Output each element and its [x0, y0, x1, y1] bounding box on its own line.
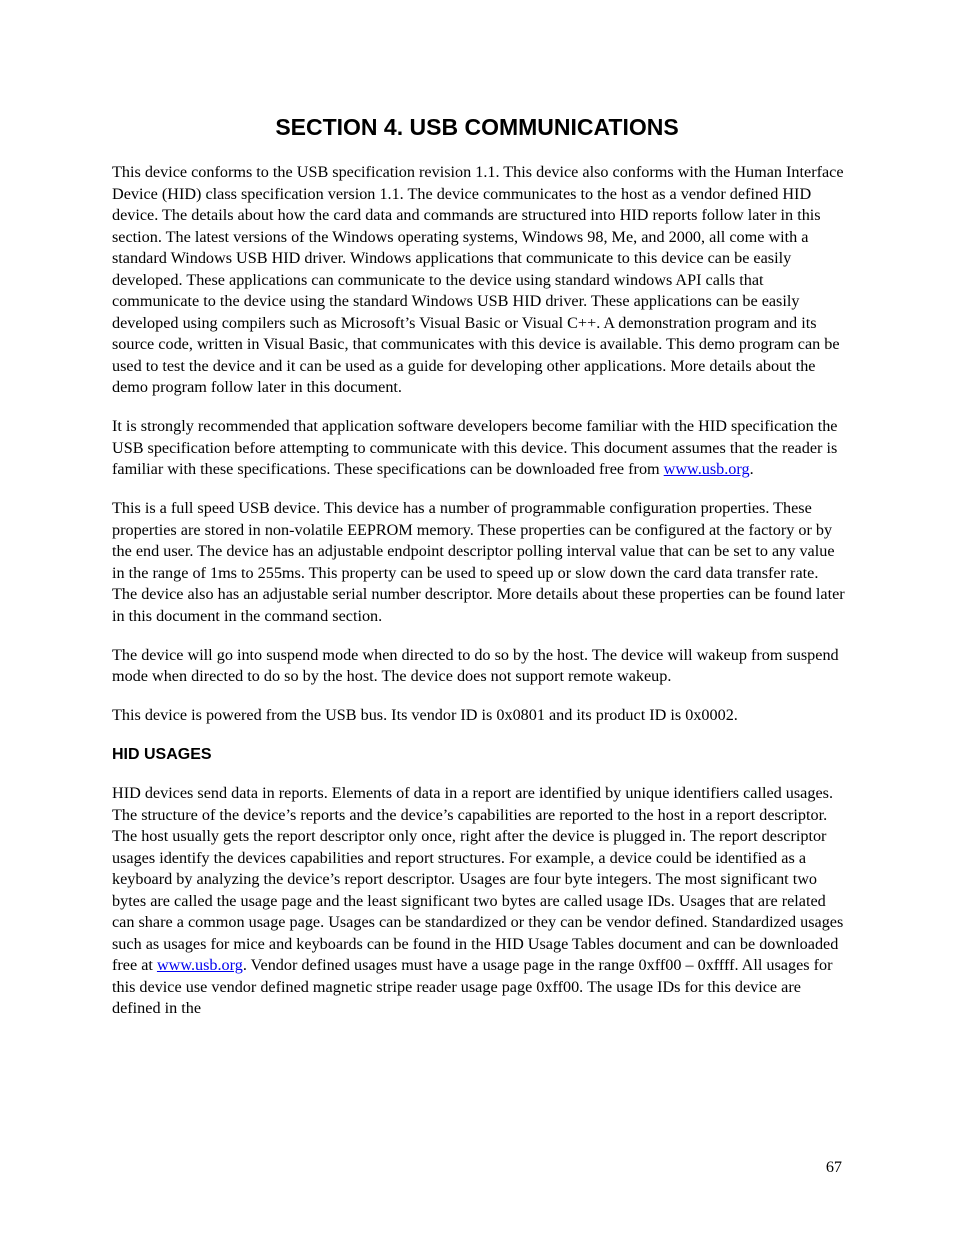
paragraph-recommendation-text: It is strongly recommended that application software developers become familiar with the HID specification the USB specification before attempting to communicate with this device. This document assumes that the reader is familiar with these specifications. These specifications can be downloaded free from — [112, 417, 838, 478]
usb-org-link[interactable]: www.usb.org — [663, 460, 750, 478]
paragraph-full-speed-device: This is a full speed USB device. This device has a number of programmable configuration properties. These properties are stored in non-volatile EEPROM memory. These properties can be configured at the factory or by the end user. The device has an adjustable endpoint descriptor polling interval value that can be set to any value in the range of 1ms to 255ms. This property can be used to speed up or slow down the card data transfer rate. The device also has an adjustable serial number descriptor. More details about these properties can be found later in this document in the command section. — [112, 499, 845, 625]
paragraph-hid-usages — [112, 783, 846, 1020]
body-content — [112, 162, 846, 1037]
paragraph-hid-usages-text: HID devices send data in reports. Elements of data in a report are identified by unique identifiers called usages. The structure of the device’s reports and the device’s capabilities are reported to the host in a report descriptor. The host usually gets the report descriptor only once, right after the device is plugged in. The report descriptor usages identify the devices capabilities and report structures. For example, a device could be identified as a keyboard by analyzing the device’s report descriptor. Usages are four byte integers. The most significant two bytes are called the usage page and the least significant two bytes are called usage IDs. Usages that are related can share a common usage page. Usages can be standardized or they can be vendor defined. Standardized usages such as usages for mice and keyboards can be found in the HID Usage Tables document and can be downloaded free at — [112, 784, 844, 974]
paragraph-hid-usages-end: . Vendor defined usages must have a usage page in the range 0xff00 – 0xffff. All usages for this device use vendor defined magnetic stripe reader usage page 0xff00. The usage IDs for this device are defined in the — [112, 956, 833, 1017]
paragraph-bus-powered: This device is powered from the USB bus. Its vendor ID is 0x0801 and its product ID is 0x0002. — [112, 706, 738, 724]
paragraph-recommendation-end: . — [749, 460, 754, 478]
paragraph-recommendation — [112, 416, 846, 481]
paragraph-usb-conformance: This device conforms to the USB specification revision 1.1. This device also conforms with the Human Interface Device (HID) class specification version 1.1. The device communicates to the host as a vendor defined HID device. The details about how the card data and commands are structured into HID reports follow later in this section. The latest versions of the Windows operating systems, Windows 98, Me, and 2000, all come with a standard Windows USB HID driver. Windows applications that communicate to this device can be easily developed. These applications can communicate to the device using standard windows API calls that communicate to the device using the standard Windows USB HID driver. These applications can be easily developed using compilers such as Microsoft’s Visual Basic or Visual C++. A demonstration program and its source code, written in Visual Basic, that communicates with this device is available. This demo program can be used to test the device and it can be used as a guide for developing other applications. More details about the demo program follow later in this document. — [112, 163, 844, 396]
section-title: SECTION 4. USB COMMUNICATIONS — [275, 114, 679, 140]
usb-org-link-usage-tables[interactable]: www.usb.org — [156, 956, 243, 974]
page-number: 67 — [825, 1158, 842, 1176]
hid-usages-heading: HID USAGES — [112, 746, 212, 763]
paragraph-suspend-mode: The device will go into suspend mode when directed to do so by the host. The device will wakeup from suspend mode when directed to do so by the host. The device does not support remote wakeup. — [112, 645, 839, 685]
